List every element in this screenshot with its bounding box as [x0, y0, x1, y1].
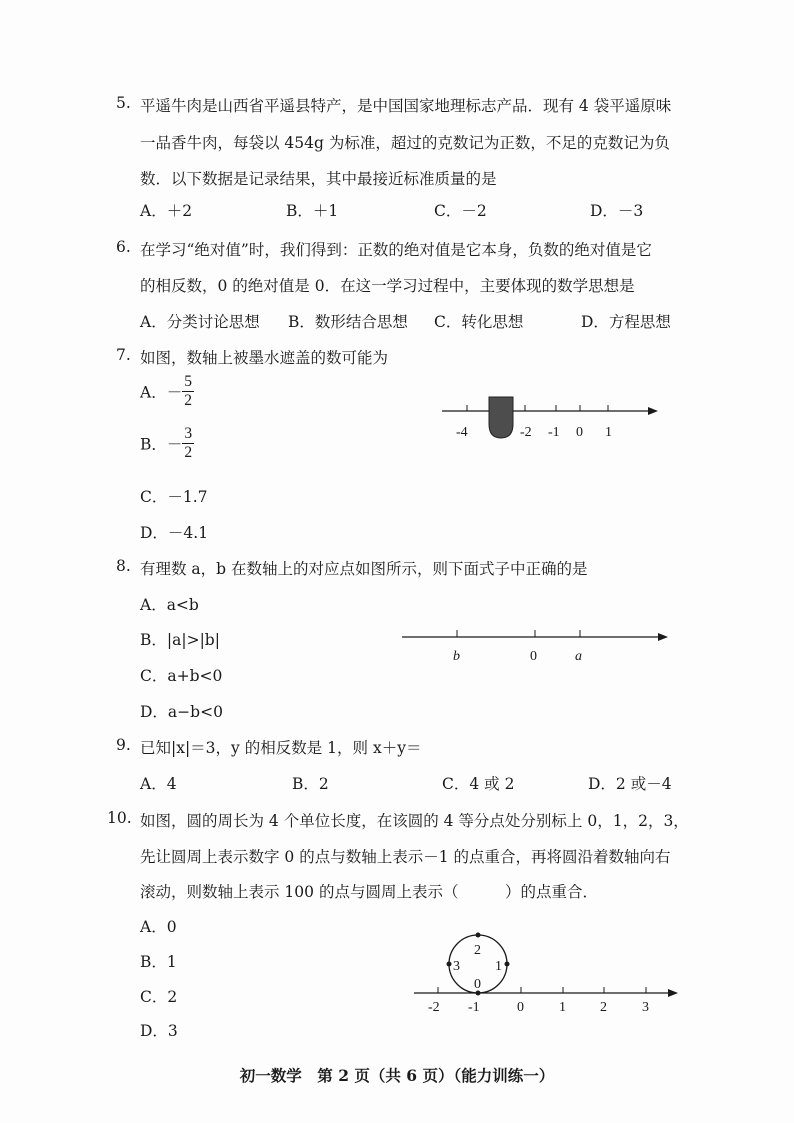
q7-option-b-fraction: [182, 425, 194, 462]
q10-number: 10.: [107, 809, 132, 827]
q10-option-a: A．0: [140, 918, 177, 936]
q10-stem-line3: 滚动，则数轴上表示 100 的点与圆周上表示（ ）的点重合．: [140, 883, 598, 901]
circle-point: [447, 962, 452, 967]
q9-option-a: A．4: [140, 775, 177, 793]
q10-axis-label: 0: [517, 1000, 524, 1015]
q6-stem-line1: 在学习“绝对值”时，我们得到：正数的绝对值是它本身，负数的绝对值是它: [140, 241, 652, 259]
q7-option-a-label: A．: [140, 383, 167, 402]
q10-axis-label: -1: [468, 1000, 480, 1015]
q8-axis-arrow-icon: [658, 633, 668, 641]
q9-stem: 已知|x|＝3，y 的相反数是 1，则 x＋y＝: [140, 739, 422, 757]
circle-label-3: 3: [453, 959, 460, 974]
q7-number-line-figure: [440, 392, 660, 444]
q6-option-a: A．分类讨论思想: [140, 313, 260, 331]
q8-option-a: A．a<b: [140, 596, 199, 614]
q10-axis-label: 2: [600, 1000, 607, 1015]
q5-stem-line2: 一品香牛肉，每袋以 454g 为标准，超过的克数记为正数，不足的克数记为负: [140, 134, 670, 152]
q10-option-d: D．3: [140, 1022, 178, 1040]
q7-option-c: C．－1.7: [140, 488, 208, 506]
q6-stem-line2: 的相反数，0 的绝对值是 0．在这一学习过程中，主要体现的数学思想是: [140, 277, 635, 295]
q7-stem: 如图，数轴上被墨水遮盖的数可能为: [140, 349, 389, 367]
q10-option-c: C．2: [140, 988, 178, 1006]
q8-option-c: C．a+b<0: [140, 667, 223, 685]
q7-option-a-sign: －: [166, 383, 183, 402]
circle-label-1: 1: [495, 959, 502, 974]
circle-label-2: 2: [474, 943, 481, 958]
q10-option-b: B．1: [140, 953, 177, 971]
q7-option-a-fraction: [182, 373, 194, 410]
circle-label-0: 0: [474, 977, 481, 992]
circle-point: [505, 962, 510, 967]
q8-number: 8.: [116, 557, 131, 575]
q5-option-b: B．＋1: [286, 202, 339, 220]
q6-option-c: C．转化思想: [434, 313, 524, 331]
q5-option-c: C．－2: [434, 202, 487, 220]
q9-option-d: D．2 或－4: [588, 775, 672, 793]
q8-number-line-figure: [400, 622, 672, 666]
q6-option-d: D．方程思想: [581, 313, 671, 331]
q10-axis-label: -2: [428, 1000, 440, 1015]
q7-option-a-denominator: 2: [184, 391, 192, 409]
q7-option-a-numerator: 5: [184, 373, 192, 390]
q8-axis-label-a: a: [575, 649, 582, 664]
q7-axis-label: 0: [576, 425, 583, 440]
q7-option-b-numerator: 3: [184, 425, 193, 442]
q10-circle-number-line-figure: [410, 930, 685, 1018]
q10-stem-line2: 先让圆周上表示数字 0 的点与数轴上表示－1 的点重合，再将圆沿着数轴向右: [140, 848, 671, 866]
q8-stem: 有理数 a，b 在数轴上的对应点如图所示，则下面式子中正确的是: [140, 560, 588, 578]
q7-axis-label: -1: [548, 425, 560, 440]
q7-option-b-label: B．: [140, 435, 167, 454]
q7-axis-arrow-icon: [648, 407, 658, 415]
circle-point: [476, 933, 481, 938]
q7-option-b-denominator: 2: [184, 443, 193, 461]
q7-option-b-sign: －: [166, 435, 183, 454]
q5-number: 5.: [116, 94, 131, 112]
q7-option-b: [140, 425, 194, 462]
q10-axis-label: 3: [642, 1000, 649, 1015]
q7-option-d: D．－4.1: [140, 524, 209, 542]
q8-axis-label-zero: 0: [530, 649, 537, 664]
ink-blot: [489, 397, 513, 438]
q10-axis-label: 1: [559, 1000, 566, 1015]
q5-stem-line1: 平遥牛肉是山西省平遥县特产，是中国国家地理标志产品．现有 4 袋平遥原味: [140, 97, 672, 115]
q9-number: 9.: [116, 736, 131, 754]
q9-option-c: C．4 或 2: [442, 775, 515, 793]
q7-axis-label: -4: [456, 425, 468, 440]
q8-axis-label-b: b: [453, 649, 460, 664]
q8-option-b: B．|a|>|b|: [140, 631, 220, 649]
page-footer: 初一数学 第 2 页（共 6 页）（能力训练一）: [239, 1066, 555, 1085]
q5-option-a: A．＋2: [140, 202, 193, 220]
q8-option-d: D．a−b<0: [140, 703, 223, 721]
q7-option-a: [140, 373, 194, 410]
q7-axis-label: 1: [605, 425, 612, 440]
q7-axis-label: -2: [520, 425, 532, 440]
q5-option-d: D．－3: [590, 202, 644, 220]
q6-option-b: B．数形结合思想: [288, 313, 408, 331]
q9-option-b: B．2: [292, 775, 329, 793]
q5-stem-line3: 数．以下数据是记录结果，其中最接近标准质量的是: [140, 170, 497, 188]
q10-stem-line1: 如图，圆的周长为 4 个单位长度，在该圆的 4 等分点处分别标上 0，1，2，3，: [140, 812, 689, 830]
q7-number: 7.: [116, 346, 131, 364]
q6-number: 6.: [116, 238, 131, 256]
q10-axis-arrow-icon: [668, 989, 678, 997]
